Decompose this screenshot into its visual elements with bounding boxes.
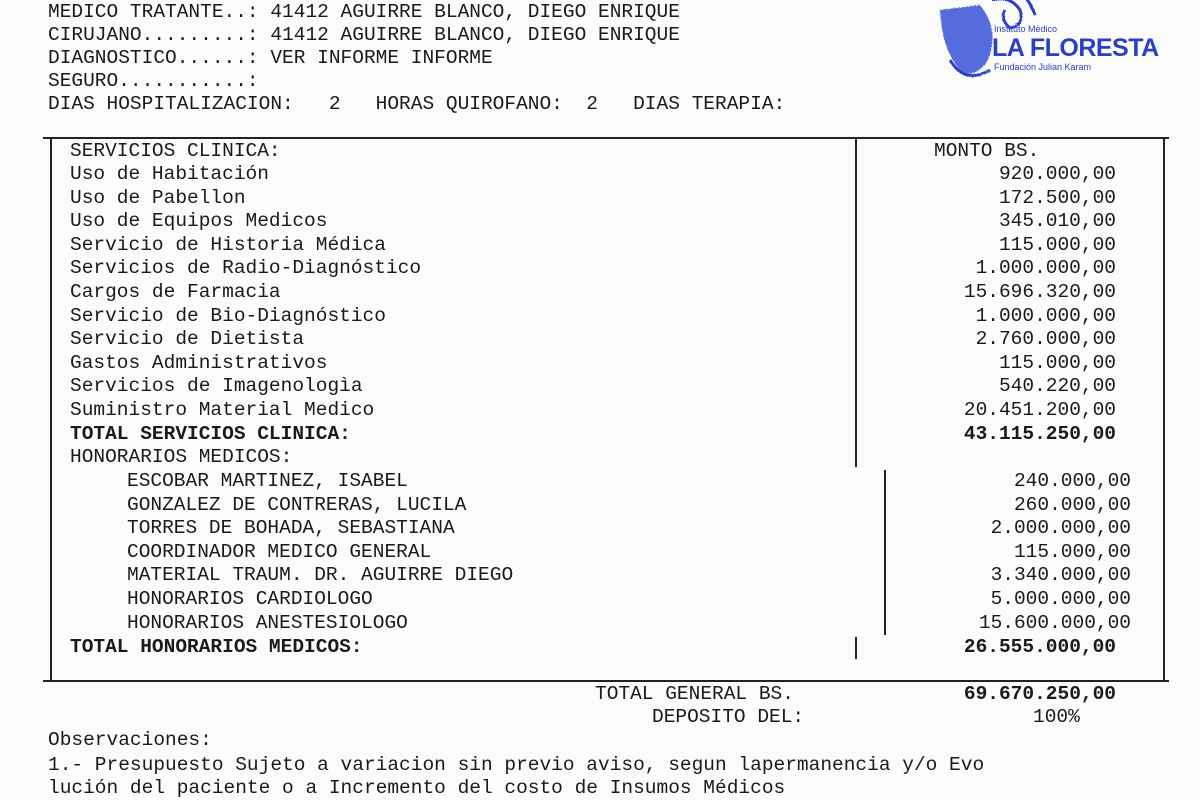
seguro-line: SEGURO...........:: [48, 70, 259, 92]
total-general-amount: 69.670.250,00: [963, 683, 1116, 705]
service-row-amount: 1.000.000,00: [975, 304, 1116, 327]
medico-tratante-line: MEDICO TRATANTE..: 41412 AGUIRRE BLANCO, DIEGO ENRIQUE: [48, 1, 680, 23]
service-row-amount: 345.010,00: [998, 210, 1116, 233]
service-row-label: Uso de Pabellon: [70, 186, 246, 209]
honorario-row-label: HONORARIOS CARDIOLOGO: [127, 588, 373, 610]
service-row-label: Servicios de Radio-Diagnóstico: [70, 257, 422, 280]
total-servicios-label: TOTAL SERVICIOS CLINICA:: [70, 423, 351, 445]
table-top-border: [43, 137, 1169, 139]
cirujano-line: CIRUJANO.........: 41412 AGUIRRE BLANCO, DIEGO ENRIQUE: [48, 24, 680, 46]
service-row-amount: 115.000,00: [998, 351, 1116, 374]
honorario-row-amount: 2.000.000,00: [990, 517, 1131, 540]
service-row-amount: 2.760.000,00: [975, 328, 1116, 351]
total-honorarios-label: TOTAL HONORARIOS MEDICOS:: [70, 636, 363, 658]
service-row-label: Suministro Material Medico: [70, 399, 375, 421]
observaciones-title: Observaciones:: [48, 729, 212, 751]
service-row-label: Servicio de Dietista: [70, 328, 305, 351]
honorario-row-label: GONZALEZ DE CONTRERAS, LUCILA: [127, 493, 467, 516]
honorario-row-label: ESCOBAR MARTINEZ, ISABEL: [127, 470, 408, 492]
diagnostico-line: DIAGNOSTICO......: VER INFORME INFORME: [48, 47, 493, 69]
service-row-amount: 115.000,00: [998, 233, 1116, 256]
amount-column-header: MONTO BS.: [934, 140, 1040, 162]
honorario-row-amount: 5.000.000,00: [990, 588, 1131, 610]
deposito-value: 100%: [1033, 706, 1080, 728]
service-row-amount: 920.000,00: [998, 163, 1116, 185]
honorario-row-label: MATERIAL TRAUM. DR. AGUIRRE DIEGO: [127, 564, 514, 587]
stamp-line-2: LA FLORESTA: [992, 34, 1159, 62]
honorario-row-amount: 3.340.000,00: [990, 564, 1131, 587]
column-divider-upper: [855, 137, 857, 467]
service-row-label: Cargos de Farmacia: [70, 281, 281, 303]
total-general-label: TOTAL GENERAL BS.: [595, 683, 794, 705]
honorario-row-label: HONORARIOS ANESTESIOLOGO: [127, 611, 408, 634]
table-left-border: [50, 137, 52, 680]
service-row-amount: 540.220,00: [998, 375, 1116, 398]
stamp-line-3: Fundación Julian Karam: [994, 62, 1092, 72]
service-row-label: Servicio de Historia Médica: [70, 233, 386, 256]
service-row-amount: 20.451.200,00: [963, 399, 1116, 421]
stamp-line-1: Instituto Médico: [994, 24, 1058, 34]
service-row-label: Servicio de Bio-Diagnóstico: [70, 304, 386, 327]
floresta-stamp: [930, 0, 1160, 90]
service-row-label: Uso de Habitación: [70, 163, 269, 185]
service-row-label: Uso de Equipos Medicos: [70, 210, 328, 233]
service-row-amount: 15.696.320,00: [963, 281, 1116, 303]
service-row-label: Servicios de Imagenologìa: [70, 375, 363, 398]
honorario-row-amount: 115.000,00: [1013, 540, 1131, 563]
section-servicios-title: SERVICIOS CLINICA:: [70, 140, 281, 162]
dias-line: DIAS HOSPITALIZACION: 2 HORAS QUIROFANO: 2 DIAS TERAPIA:: [48, 93, 786, 115]
service-row-amount: 1.000.000,00: [975, 257, 1116, 280]
table-right-border: [1163, 137, 1165, 680]
observaciones-line-2: lución del paciente o a Incremento del costo de Insumos Médicos: [48, 777, 786, 799]
honorario-row-label: TORRES DE BOHADA, SEBASTIANA: [127, 517, 455, 540]
honorario-row-amount: 15.600.000,00: [978, 611, 1131, 634]
honorario-row-amount: 240.000,00: [1013, 470, 1131, 492]
honorario-row-label: COORDINADOR MEDICO GENERAL: [127, 540, 432, 563]
section-honorarios-title: HONORARIOS MEDICOS:: [70, 446, 293, 468]
column-divider-total: [855, 637, 857, 659]
column-divider-lower: [884, 470, 886, 635]
total-honorarios-amount: 26.555.000,00: [963, 636, 1116, 658]
honorario-row-amount: 260.000,00: [1013, 493, 1131, 516]
table-bottom-border: [43, 680, 1169, 682]
service-row-label: Gastos Administrativos: [70, 351, 328, 374]
service-row-amount: 172.500,00: [998, 186, 1116, 209]
deposito-label: DEPOSITO DEL:: [652, 706, 805, 728]
observaciones-line-1: 1.- Presupuesto Sujeto a variacion sin previo aviso, segun lapermanencia y/o Evo: [48, 754, 985, 776]
total-servicios-amount: 43.115.250,00: [963, 423, 1116, 445]
